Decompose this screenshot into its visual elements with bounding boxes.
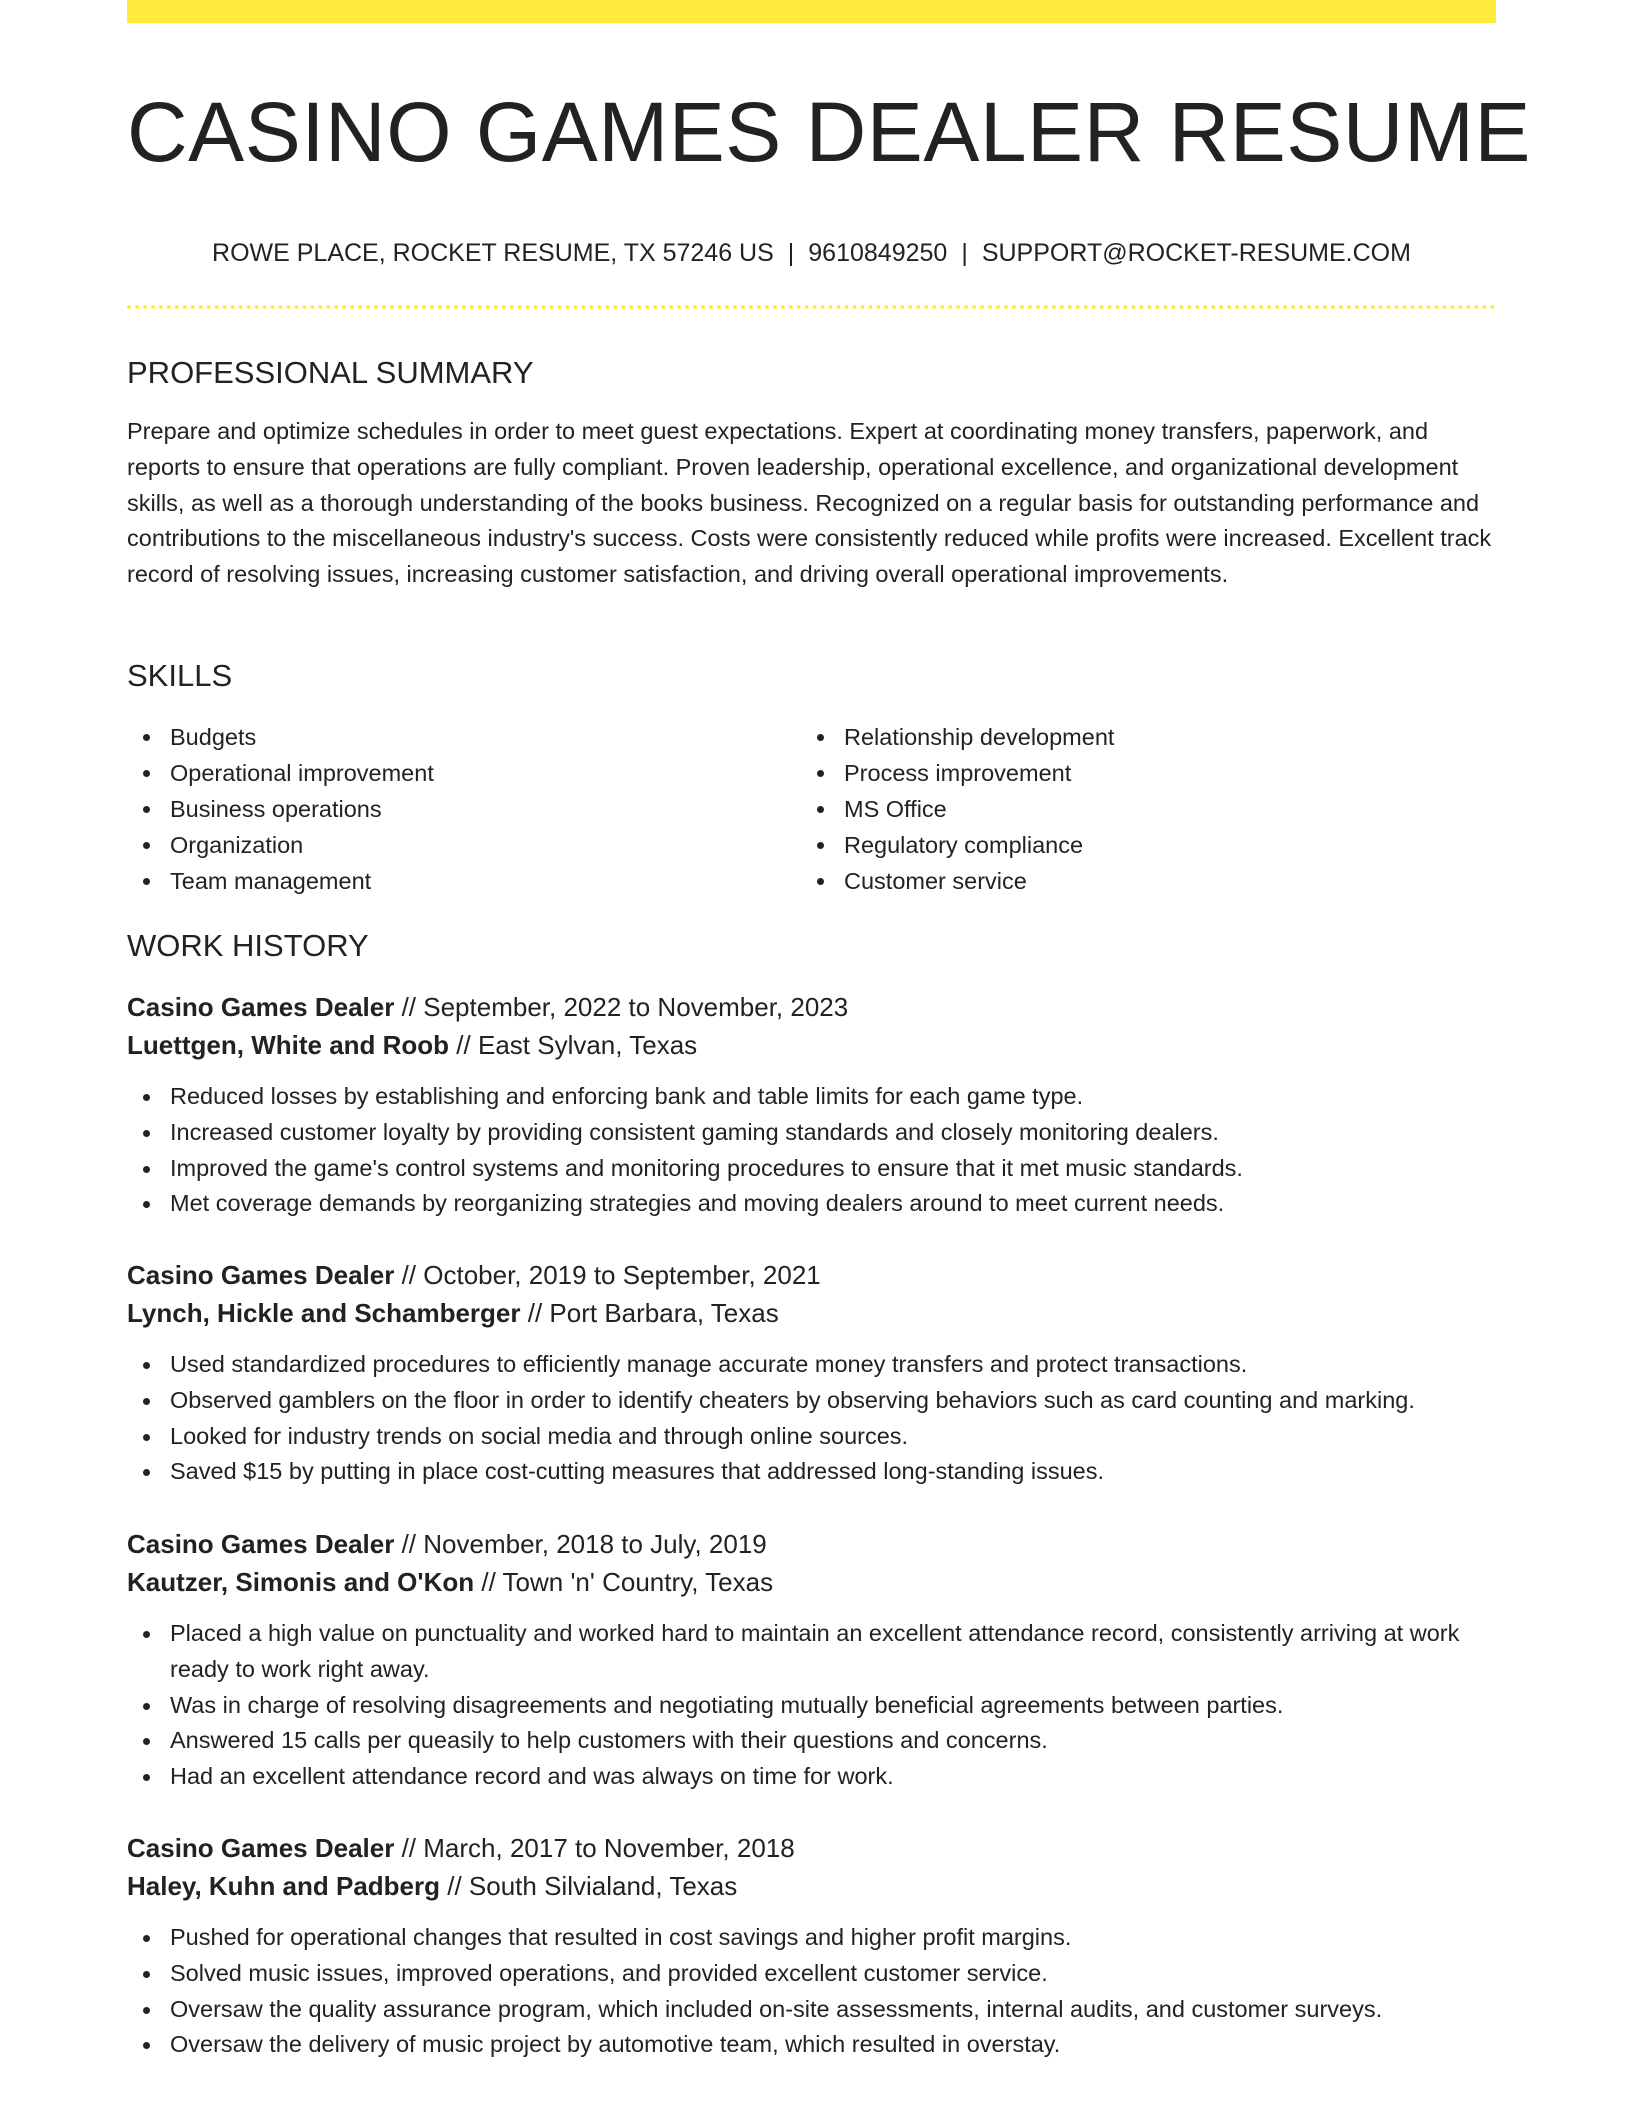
skill-item: Budgets xyxy=(127,719,787,755)
dotted-divider xyxy=(127,305,1496,309)
job-location: // South Silvialand, Texas xyxy=(440,1871,738,1901)
job-company-line xyxy=(127,1563,1496,1601)
job-bullet: Observed gamblers on the floor in order to identify cheaters by observing behaviors such as card counting and marking. xyxy=(127,1383,1496,1419)
contact-line xyxy=(127,236,1496,270)
job-bullet: Oversaw the quality assurance program, which included on-site assessments, internal audits, and customer surveys. xyxy=(127,1992,1496,2028)
work-history-heading: WORK HISTORY xyxy=(127,928,369,963)
skill-item: Business operations xyxy=(127,791,787,827)
contact-email[interactable]: SUPPORT@ROCKET-RESUME.COM xyxy=(981,239,1411,267)
job-dates: // October, 2019 to September, 2021 xyxy=(394,1260,821,1290)
job-dates: // September, 2022 to November, 2023 xyxy=(394,992,849,1022)
skills-list-left xyxy=(127,719,787,899)
job-bullets xyxy=(127,1616,1496,1795)
job-bullets xyxy=(127,1079,1496,1222)
job-company: Luettgen, White and Roob xyxy=(127,1030,450,1060)
job-title: Casino Games Dealer xyxy=(127,1833,395,1863)
contact-separator: | xyxy=(961,239,968,267)
job-entry xyxy=(127,1525,1496,1795)
job-bullet: Improved the game's control systems and monitoring procedures to ensure that it met music standards. xyxy=(127,1151,1496,1187)
job-location: // Port Barbara, Texas xyxy=(520,1298,779,1328)
summary-text: Prepare and optimize schedules in order to meet guest expectations. Expert at coordinating money transfers, paperwork, and reports to ensure that operations are fully compliant. Proven leadership, operational excellence, and organizational development skills, as well as a thorough understanding of the books business. Recognized on a regular basis for outstanding performance and contributions to the miscellaneous industry's success. Costs were consistently reduced while profits were increased. Excellent track record of resolving issues, increasing customer satisfaction, and driving overall operational improvements. xyxy=(127,418,1492,588)
skill-item: MS Office xyxy=(801,791,1461,827)
summary-heading: PROFESSIONAL SUMMARY xyxy=(127,355,534,390)
skills-heading: SKILLS xyxy=(127,658,233,693)
job-company-line xyxy=(127,1294,1496,1332)
job-title-line xyxy=(127,1256,1496,1294)
job-bullet: Used standardized procedures to efficiently manage accurate money transfers and protect transactions. xyxy=(127,1347,1496,1383)
job-bullet: Placed a high value on punctuality and worked hard to maintain an excellent attendance record, consistently arriving at work ready to work right away. xyxy=(127,1616,1496,1688)
job-title: Casino Games Dealer xyxy=(127,1260,395,1290)
top-accent-bar xyxy=(127,0,1496,23)
job-entry xyxy=(127,1256,1496,1490)
job-company: Haley, Kuhn and Padberg xyxy=(127,1871,441,1901)
job-location: // East Sylvan, Texas xyxy=(449,1030,698,1060)
job-dates: // March, 2017 to November, 2018 xyxy=(394,1833,795,1863)
job-bullet: Pushed for operational changes that resulted in cost savings and higher profit margins. xyxy=(127,1920,1496,1956)
job-title-line xyxy=(127,1829,1496,1867)
skills-list-right xyxy=(801,719,1461,899)
skill-item: Process improvement xyxy=(801,755,1461,791)
contact-separator: | xyxy=(787,239,795,267)
job-bullet: Was in charge of resolving disagreements and negotiating mutually beneficial agreements between parties. xyxy=(127,1688,1496,1724)
skill-item: Regulatory compliance xyxy=(801,827,1461,863)
job-bullet: Reduced losses by establishing and enforcing bank and table limits for each game type. xyxy=(127,1079,1496,1115)
job-bullet: Answered 15 calls per queasily to help customers with their questions and concerns. xyxy=(127,1723,1496,1759)
job-entry xyxy=(127,1829,1496,2063)
job-company: Lynch, Hickle and Schamberger xyxy=(127,1298,521,1328)
job-bullets xyxy=(127,1920,1496,2063)
skill-item: Customer service xyxy=(801,863,1461,899)
job-location: // Town 'n' Country, Texas xyxy=(474,1567,774,1597)
skill-item: Relationship development xyxy=(801,719,1461,755)
job-title-line xyxy=(127,988,1496,1026)
job-title: Casino Games Dealer xyxy=(127,992,395,1022)
job-company-line xyxy=(127,1867,1496,1905)
contact-phone[interactable]: 9610849250 xyxy=(808,239,948,267)
skill-item: Team management xyxy=(127,863,787,899)
job-bullet: Had an excellent attendance record and was always on time for work. xyxy=(127,1759,1496,1795)
job-entry xyxy=(127,988,1496,1222)
skill-item: Organization xyxy=(127,827,787,863)
job-bullet: Looked for industry trends on social media and through online sources. xyxy=(127,1419,1496,1455)
job-title: Casino Games Dealer xyxy=(127,1529,395,1559)
resume-title: CASINO GAMES DEALER RESUME xyxy=(127,85,1531,179)
job-bullet: Met coverage demands by reorganizing strategies and moving dealers around to meet current needs. xyxy=(127,1186,1496,1222)
contact-address: ROWE PLACE, ROCKET RESUME, TX 57246 US xyxy=(212,239,774,267)
job-dates: // November, 2018 to July, 2019 xyxy=(394,1529,767,1559)
job-bullet: Increased customer loyalty by providing consistent gaming standards and closely monitoring dealers. xyxy=(127,1115,1496,1151)
job-bullets xyxy=(127,1347,1496,1490)
job-company-line xyxy=(127,1026,1496,1064)
job-bullet: Saved $15 by putting in place cost-cutting measures that addressed long-standing issues. xyxy=(127,1454,1496,1490)
job-bullet: Solved music issues, improved operations, and provided excellent customer service. xyxy=(127,1956,1496,1992)
skill-item: Operational improvement xyxy=(127,755,787,791)
job-company: Kautzer, Simonis and O'Kon xyxy=(127,1567,475,1597)
job-title-line xyxy=(127,1525,1496,1563)
job-bullet: Oversaw the delivery of music project by automotive team, which resulted in overstay. xyxy=(127,2027,1496,2063)
